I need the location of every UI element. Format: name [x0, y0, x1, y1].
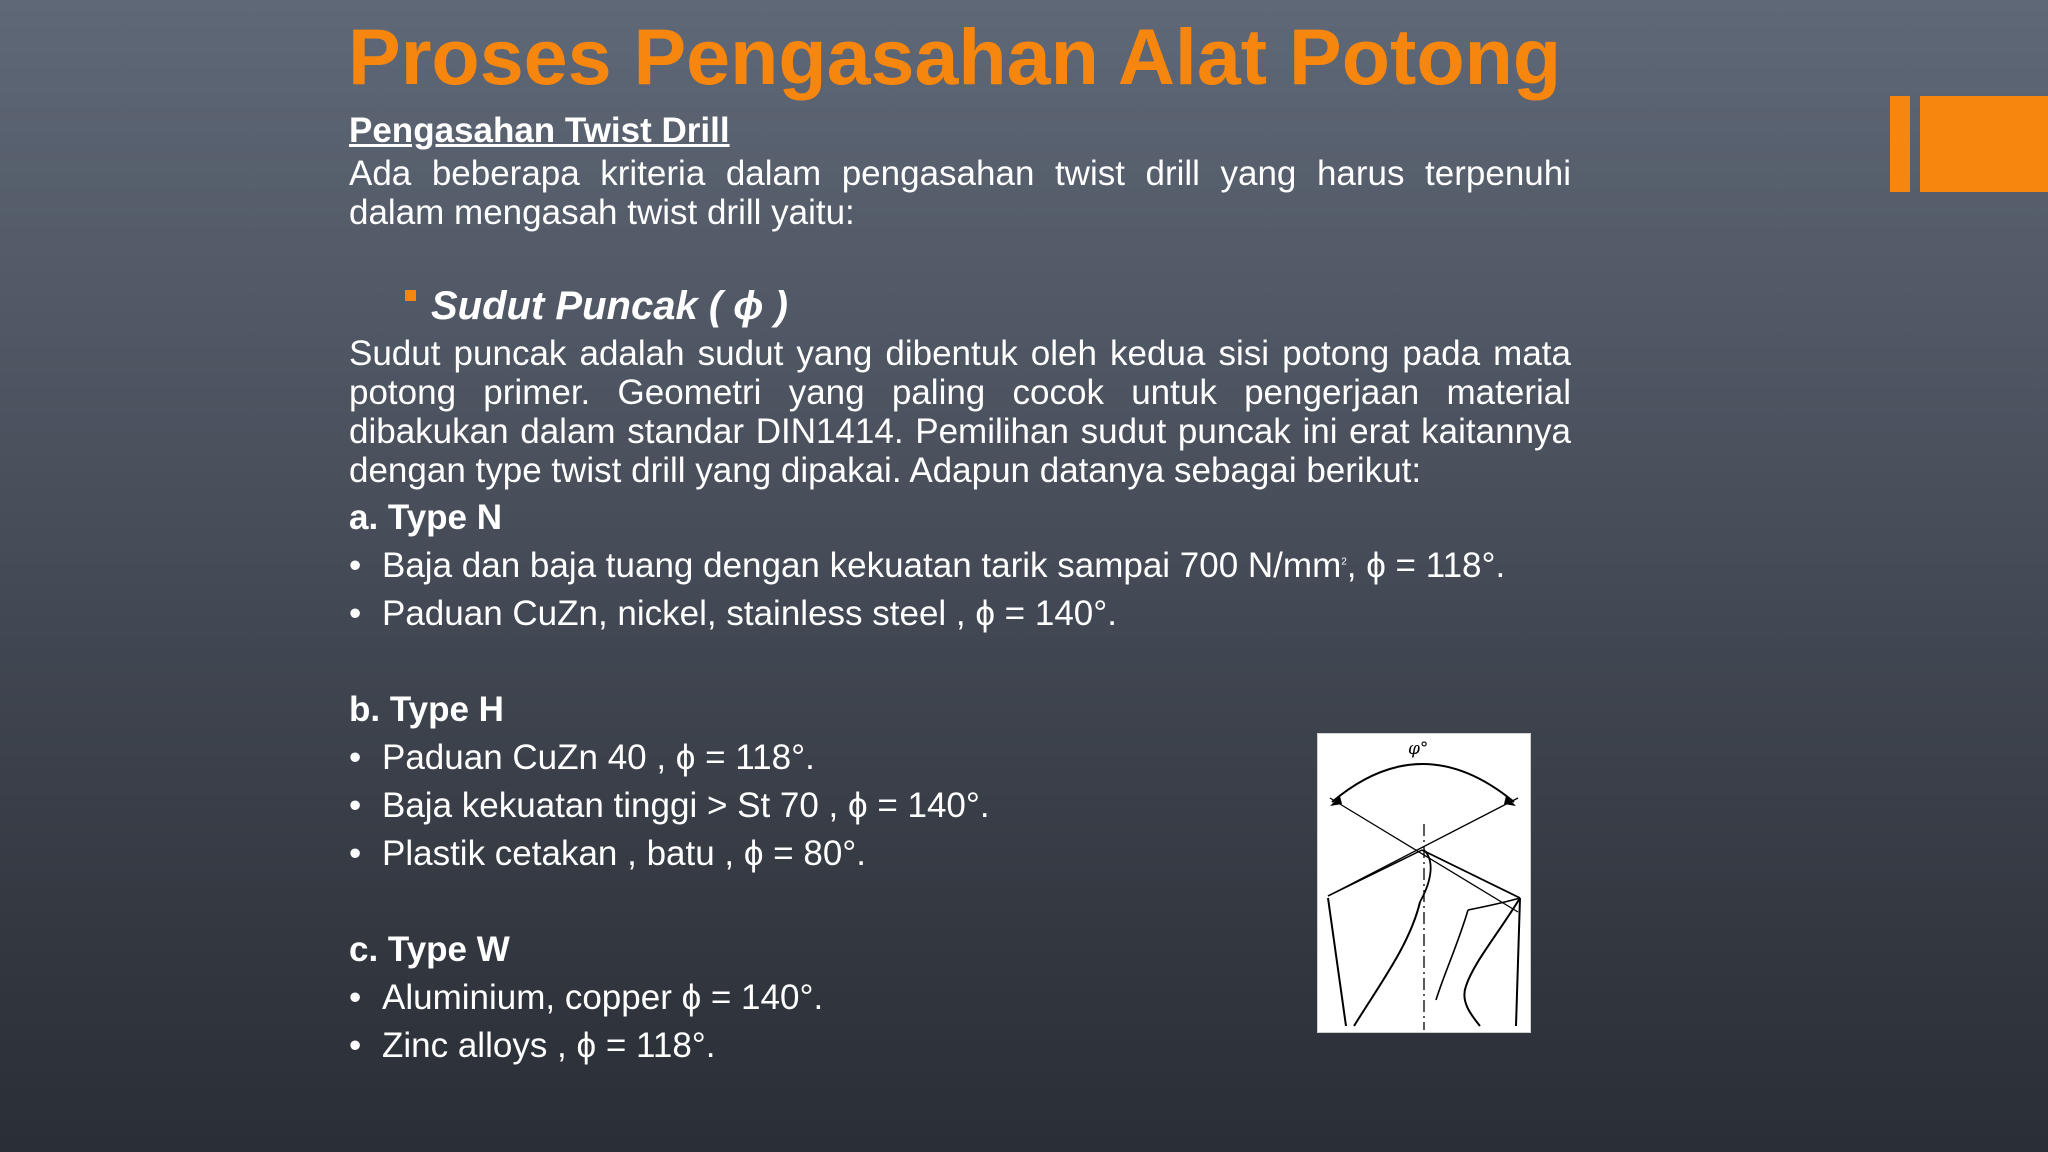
bullet-icon: • — [349, 1026, 362, 1065]
bullet-icon: • — [349, 786, 362, 825]
bullet-icon: • — [349, 978, 362, 1017]
list-item — [349, 542, 1571, 590]
section-heading-text: Sudut Puncak ( ϕ ) — [431, 284, 788, 328]
section-description: Sudut puncak adalah sudut yang dibentuk oleh kedua sisi potong pada mata potong primer. Geometri yang paling cocok untuk pengerjaan material dibakukan dalam standar DIN1414. Pemilihan sudut puncak ini erat kaitannya dengan type twist drill yang dipakai. Adapun datanya sebagai berikut: — [349, 334, 1571, 490]
lip-right — [1422, 850, 1520, 898]
angle-arc — [1332, 764, 1514, 802]
section-heading — [349, 282, 1571, 330]
square-bullet-icon — [405, 290, 416, 301]
accent-bar-wide — [1920, 96, 2048, 192]
chisel-curve — [1420, 850, 1431, 902]
list-item — [349, 590, 1571, 638]
angle-label: φ° — [1408, 739, 1429, 759]
slide-title: Proses Pengasahan Alat Potong — [348, 12, 1562, 101]
lip-left — [1328, 850, 1422, 896]
drill-point-svg — [1318, 734, 1530, 1032]
type-heading-w: c. Type W — [349, 930, 510, 969]
accent-bar-thin — [1890, 96, 1910, 192]
bullet-icon: • — [349, 594, 362, 633]
subheading: Pengasahan Twist Drill — [349, 111, 730, 150]
list-item-text: Plastik cetakan , batu , ϕ = 80°. — [382, 834, 867, 873]
list-item-text: Paduan CuZn 40 , ϕ = 118°. — [382, 738, 815, 777]
list-item-text-tail: , ϕ = 118°. — [1346, 546, 1506, 585]
drill-side-right — [1516, 898, 1520, 1026]
bullet-icon: • — [349, 546, 362, 585]
type-heading-h: b. Type H — [349, 690, 504, 729]
drill-side-left — [1328, 898, 1346, 1026]
list-item-text: Baja dan baja tuang dengan kekuatan tarik sampai 700 N/mm — [382, 546, 1342, 585]
bullet-icon: • — [349, 834, 362, 873]
flute-inner — [1436, 910, 1468, 1000]
drill-point-angle-diagram — [1317, 733, 1531, 1033]
intro-paragraph: Ada beberapa kriteria dalam pengasahan twist drill yang harus terpenuhi dalam mengasah twist drill yaitu: — [349, 154, 1571, 232]
superscript: 2 — [1341, 556, 1347, 568]
list-item-text: Paduan CuZn, nickel, stainless steel , ϕ = 140°. — [382, 594, 1117, 633]
flute-left — [1354, 902, 1420, 1026]
list-item-text: Aluminium, copper ϕ = 140°. — [382, 978, 824, 1017]
list-item-text: Zinc alloys , ϕ = 118°. — [382, 1026, 716, 1065]
list-item-text: Baja kekuatan tinggi > St 70 , ϕ = 140°. — [382, 786, 990, 825]
type-heading-n: a. Type N — [349, 498, 503, 537]
flute-right — [1464, 898, 1520, 1026]
type-n-list — [349, 542, 1571, 638]
bullet-icon: • — [349, 738, 362, 777]
